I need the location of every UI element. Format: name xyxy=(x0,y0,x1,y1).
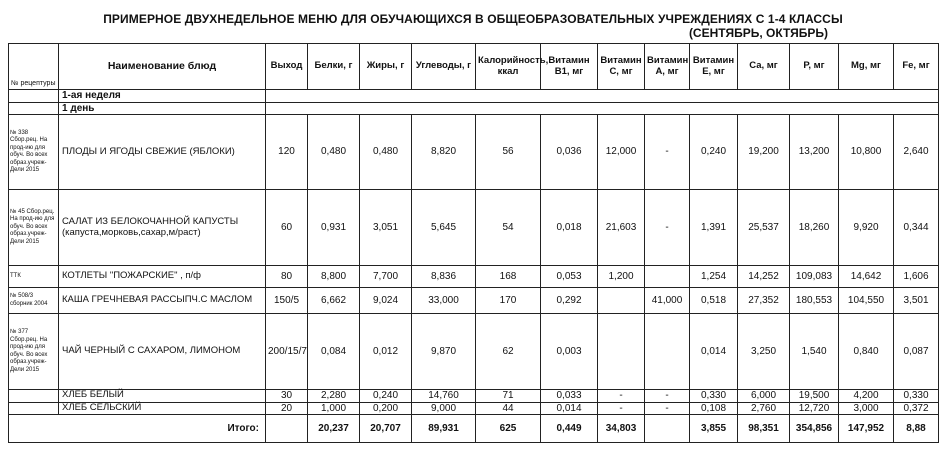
totals-label: Итого: xyxy=(9,415,266,443)
yield-cell: 30 xyxy=(266,390,308,403)
header-name: Наименование блюд xyxy=(59,44,266,90)
fat-cell: 0,240 xyxy=(360,390,412,403)
dish-name: ХЛЕБ СЕЛЬСКИЙ xyxy=(59,402,266,415)
total-c: 34,803 xyxy=(598,415,645,443)
e-cell: 0,014 xyxy=(690,314,738,390)
table-row xyxy=(9,115,939,190)
p-cell: 180,553 xyxy=(790,288,839,314)
protein-cell: 8,800 xyxy=(308,266,360,288)
header-carbs: Углеводы, г xyxy=(412,44,476,90)
a-cell xyxy=(645,266,690,288)
header-protein: Белки, г xyxy=(308,44,360,90)
total-fat: 20,707 xyxy=(360,415,412,443)
total-mg: 147,952 xyxy=(839,415,894,443)
header-ca: Са, мг xyxy=(738,44,790,90)
dish-name: ЧАЙ ЧЕРНЫЙ С САХАРОМ, ЛИМОНОМ xyxy=(59,314,266,390)
recipe-code: № 508/3 сборник 2004 xyxy=(9,288,59,314)
e-cell: 0,518 xyxy=(690,288,738,314)
c-cell: 21,603 xyxy=(598,190,645,266)
fat-cell: 0,200 xyxy=(360,402,412,415)
kcal-cell: 56 xyxy=(476,115,541,190)
fat-cell: 0,012 xyxy=(360,314,412,390)
header-c: Витамин С, мг xyxy=(598,44,645,90)
yield-cell: 20 xyxy=(266,402,308,415)
yield-cell: 60 xyxy=(266,190,308,266)
page-subtitle: (СЕНТЯБРЬ, ОКТЯБРЬ) xyxy=(688,26,828,40)
fe-cell: 0,330 xyxy=(894,390,939,403)
header-kcal: Калорийность, ккал xyxy=(476,44,541,90)
protein-cell: 2,280 xyxy=(308,390,360,403)
ca-cell: 25,537 xyxy=(738,190,790,266)
dish-name: КАША ГРЕЧНЕВАЯ РАССЫПЧ.С МАСЛОМ xyxy=(59,288,266,314)
c-cell: 12,000 xyxy=(598,115,645,190)
day-row xyxy=(9,102,939,115)
protein-cell: 1,000 xyxy=(308,402,360,415)
e-cell: 0,240 xyxy=(690,115,738,190)
header-num: № рецептуры xyxy=(9,44,59,90)
table-row xyxy=(9,288,939,314)
week-label: 1-ая неделя xyxy=(59,90,266,103)
header-yield: Выход xyxy=(266,44,308,90)
total-fe: 8,88 xyxy=(894,415,939,443)
protein-cell: 6,662 xyxy=(308,288,360,314)
recipe-code: ТТК xyxy=(9,266,59,288)
protein-cell: 0,480 xyxy=(308,115,360,190)
fe-cell: 3,501 xyxy=(894,288,939,314)
carbs-cell: 9,870 xyxy=(412,314,476,390)
carbs-cell: 8,836 xyxy=(412,266,476,288)
recipe-code: № 338 Сбор.рец. На прод-ию для обуч. Во всех образ.учреж-Дели 2015 xyxy=(9,115,59,190)
ca-cell: 6,000 xyxy=(738,390,790,403)
fat-cell: 9,024 xyxy=(360,288,412,314)
ca-cell: 19,200 xyxy=(738,115,790,190)
table-row xyxy=(9,190,939,266)
header-e: Витамин Е, мг xyxy=(690,44,738,90)
a-cell: - xyxy=(645,190,690,266)
p-cell: 13,200 xyxy=(790,115,839,190)
table-row xyxy=(9,402,939,415)
protein-cell: 0,931 xyxy=(308,190,360,266)
fat-cell: 7,700 xyxy=(360,266,412,288)
header-row xyxy=(9,44,939,90)
carbs-cell: 9,000 xyxy=(412,402,476,415)
yield-cell: 200/15/7 xyxy=(266,314,308,390)
carbs-cell: 14,760 xyxy=(412,390,476,403)
week-row xyxy=(9,90,939,103)
dish-name: САЛАТ ИЗ БЕЛОКОЧАННОЙ КАПУСТЫ (капуста,морковь,сахар,м/раст) xyxy=(59,190,266,266)
c-cell: 1,200 xyxy=(598,266,645,288)
b1-cell: 0,003 xyxy=(541,314,598,390)
p-cell: 109,083 xyxy=(790,266,839,288)
a-cell: - xyxy=(645,402,690,415)
b1-cell: 0,053 xyxy=(541,266,598,288)
table-row xyxy=(9,390,939,403)
carbs-cell: 8,820 xyxy=(412,115,476,190)
b1-cell: 0,036 xyxy=(541,115,598,190)
header-a: Витамин А, мг xyxy=(645,44,690,90)
ca-cell: 2,760 xyxy=(738,402,790,415)
fe-cell: 0,344 xyxy=(894,190,939,266)
p-cell: 12,720 xyxy=(790,402,839,415)
header-fe: Fe, мг xyxy=(894,44,939,90)
recipe-code: № 45 Сбор.рец. На прод-ию для обуч. Во всех образ.учреж-Дели 2015 xyxy=(9,190,59,266)
p-cell: 19,500 xyxy=(790,390,839,403)
menu-table xyxy=(8,43,939,443)
recipe-code xyxy=(9,390,59,403)
b1-cell: 0,018 xyxy=(541,190,598,266)
total-p: 354,856 xyxy=(790,415,839,443)
e-cell: 1,254 xyxy=(690,266,738,288)
kcal-cell: 54 xyxy=(476,190,541,266)
mg-cell: 10,800 xyxy=(839,115,894,190)
total-b1: 0,449 xyxy=(541,415,598,443)
header-b1: Витамин В1, мг xyxy=(541,44,598,90)
c-cell: - xyxy=(598,402,645,415)
kcal-cell: 62 xyxy=(476,314,541,390)
ca-cell: 3,250 xyxy=(738,314,790,390)
ca-cell: 27,352 xyxy=(738,288,790,314)
yield-cell: 120 xyxy=(266,115,308,190)
a-cell: 41,000 xyxy=(645,288,690,314)
a-cell: - xyxy=(645,115,690,190)
b1-cell: 0,014 xyxy=(541,402,598,415)
e-cell: 1,391 xyxy=(690,190,738,266)
total-ca: 98,351 xyxy=(738,415,790,443)
header-fat: Жиры, г xyxy=(360,44,412,90)
c-cell: - xyxy=(598,390,645,403)
dish-name: ПЛОДЫ И ЯГОДЫ СВЕЖИЕ (ЯБЛОКИ) xyxy=(59,115,266,190)
dish-name: ХЛЕБ БЕЛЫЙ xyxy=(59,390,266,403)
b1-cell: 0,292 xyxy=(541,288,598,314)
mg-cell: 9,920 xyxy=(839,190,894,266)
kcal-cell: 168 xyxy=(476,266,541,288)
fe-cell: 2,640 xyxy=(894,115,939,190)
e-cell: 0,330 xyxy=(690,390,738,403)
day-label: 1 день xyxy=(59,102,266,115)
kcal-cell: 170 xyxy=(476,288,541,314)
table-row xyxy=(9,314,939,390)
table-row xyxy=(9,266,939,288)
c-cell xyxy=(598,288,645,314)
fat-cell: 0,480 xyxy=(360,115,412,190)
total-kcal: 625 xyxy=(476,415,541,443)
carbs-cell: 5,645 xyxy=(412,190,476,266)
p-cell: 18,260 xyxy=(790,190,839,266)
yield-cell: 150/5 xyxy=(266,288,308,314)
mg-cell: 104,550 xyxy=(839,288,894,314)
recipe-code: № 377 Сбор.рец. На прод-ию для обуч. Во всех образ.учреж-Дели 2015 xyxy=(9,314,59,390)
total-protein: 20,237 xyxy=(308,415,360,443)
mg-cell: 4,200 xyxy=(839,390,894,403)
kcal-cell: 44 xyxy=(476,402,541,415)
fe-cell: 1,606 xyxy=(894,266,939,288)
mg-cell: 0,840 xyxy=(839,314,894,390)
total-e: 3,855 xyxy=(690,415,738,443)
mg-cell: 3,000 xyxy=(839,402,894,415)
p-cell: 1,540 xyxy=(790,314,839,390)
e-cell: 0,108 xyxy=(690,402,738,415)
header-p: Р, мг xyxy=(790,44,839,90)
dish-name: КОТЛЕТЫ "ПОЖАРСКИЕ" , п/ф xyxy=(59,266,266,288)
totals-row xyxy=(9,415,939,443)
page-title: ПРИМЕРНОЕ ДВУХНЕДЕЛЬНОЕ МЕНЮ ДЛЯ ОБУЧАЮЩИХСЯ В ОБЩЕОБРАЗОВАТЕЛЬНЫХ УЧРЕЖДЕНИЯХ С 1-4 КЛАССЫ xyxy=(103,12,843,26)
header-mg: Mg, мг xyxy=(839,44,894,90)
c-cell xyxy=(598,314,645,390)
fe-cell: 0,372 xyxy=(894,402,939,415)
protein-cell: 0,084 xyxy=(308,314,360,390)
fat-cell: 3,051 xyxy=(360,190,412,266)
carbs-cell: 33,000 xyxy=(412,288,476,314)
a-cell: - xyxy=(645,390,690,403)
ca-cell: 14,252 xyxy=(738,266,790,288)
mg-cell: 14,642 xyxy=(839,266,894,288)
kcal-cell: 71 xyxy=(476,390,541,403)
a-cell xyxy=(645,314,690,390)
total-carbs: 89,931 xyxy=(412,415,476,443)
fe-cell: 0,087 xyxy=(894,314,939,390)
yield-cell: 80 xyxy=(266,266,308,288)
b1-cell: 0,033 xyxy=(541,390,598,403)
recipe-code xyxy=(9,402,59,415)
